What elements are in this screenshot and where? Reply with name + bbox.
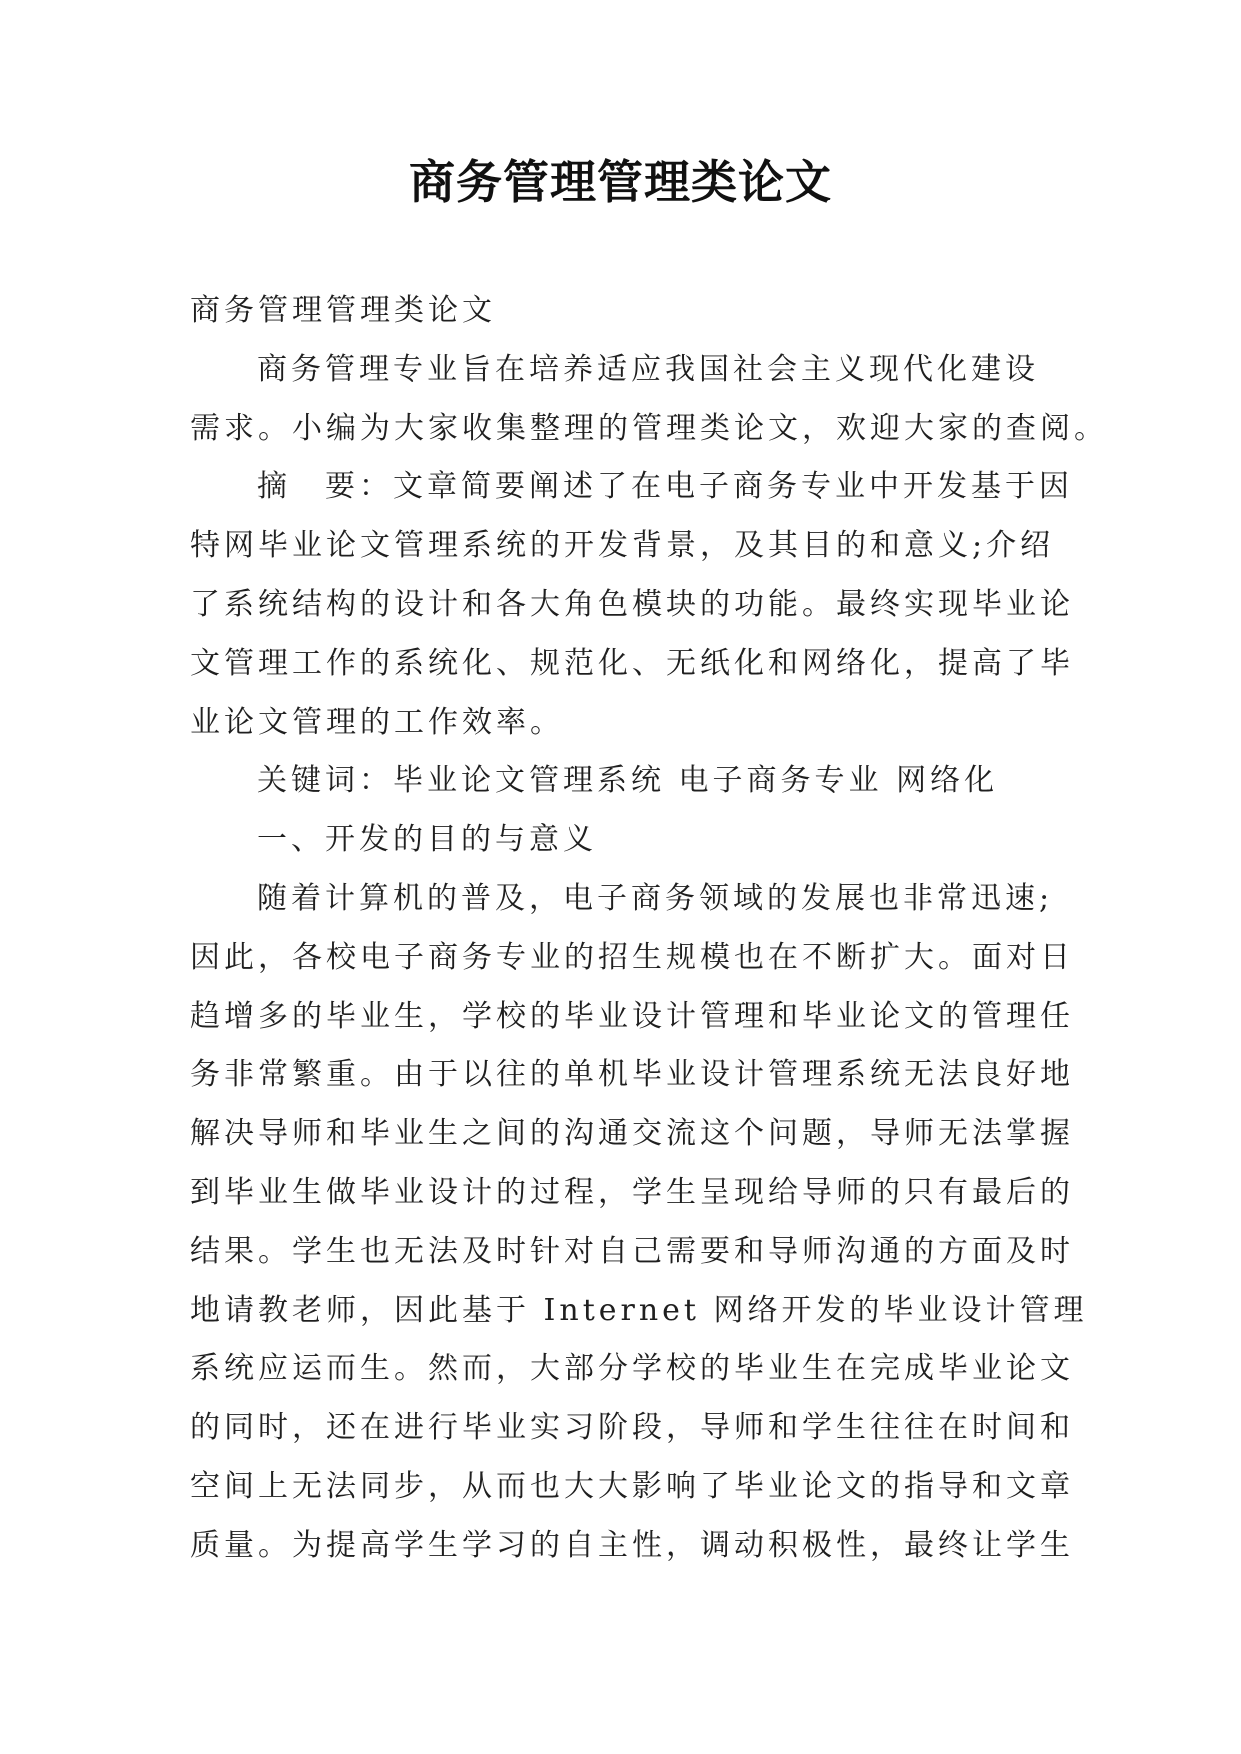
page-title: 商务管理管理类论文 <box>409 155 832 209</box>
text-line: 需求。小编为大家收集整理的管理类论文，欢迎大家的查阅。 <box>190 410 1108 446</box>
text-line: 一、开发的目的与意义 <box>257 822 597 858</box>
text-line: 特网毕业论文管理系统的开发背景，及其目的和意义;介绍 <box>190 528 1055 564</box>
document-body <box>190 282 1108 1576</box>
text-line: 商务管理管理类论文 <box>190 293 496 328</box>
text-line: 业论文管理的工作效率。 <box>190 704 564 740</box>
text-line: 结果。学生也无法及时针对自己需要和导师沟通的方面及时 <box>190 1233 1074 1269</box>
text-line: 解决导师和毕业生之间的沟通交流这个问题，导师无法掌握 <box>190 1116 1074 1152</box>
text-line: 随着计算机的普及，电子商务领域的发展也非常迅速; <box>257 880 1054 916</box>
text-line: 系统应运而生。然而，大部分学校的毕业生在完成毕业论文 <box>190 1351 1074 1387</box>
text-line: 文管理工作的系统化、规范化、无纸化和网络化，提高了毕 <box>190 645 1074 681</box>
text-line: 到毕业生做毕业设计的过程，学生呈现给导师的只有最后的 <box>190 1174 1074 1210</box>
text-line: 地请教老师，因此基于 Internet 网络开发的毕业设计管理 <box>190 1292 1088 1328</box>
text-line: 务非常繁重。由于以往的单机毕业设计管理系统无法良好地 <box>190 1057 1074 1093</box>
text-line: 摘 要：文章简要阐述了在电子商务专业中开发基于因 <box>257 469 1073 505</box>
text-line: 空间上无法同步，从而也大大影响了毕业论文的指导和文章 <box>190 1468 1074 1504</box>
text-line: 趋增多的毕业生，学校的毕业设计管理和毕业论文的管理任 <box>190 998 1074 1034</box>
text-line: 因此，各校电子商务专业的招生规模也在不断扩大。面对日 <box>190 939 1074 975</box>
text-line: 关键词：毕业论文管理系统 电子商务专业 网络化 <box>257 763 999 799</box>
text-line: 的同时，还在进行毕业实习阶段，导师和学生往往在时间和 <box>190 1410 1074 1446</box>
text-line: 了系统结构的设计和各大角色模块的功能。最终实现毕业论 <box>190 586 1074 622</box>
text-line: 质量。为提高学生学习的自主性，调动积极性，最终让学生 <box>190 1527 1074 1563</box>
text-line: 商务管理专业旨在培养适应我国社会主义现代化建设 <box>257 351 1039 387</box>
